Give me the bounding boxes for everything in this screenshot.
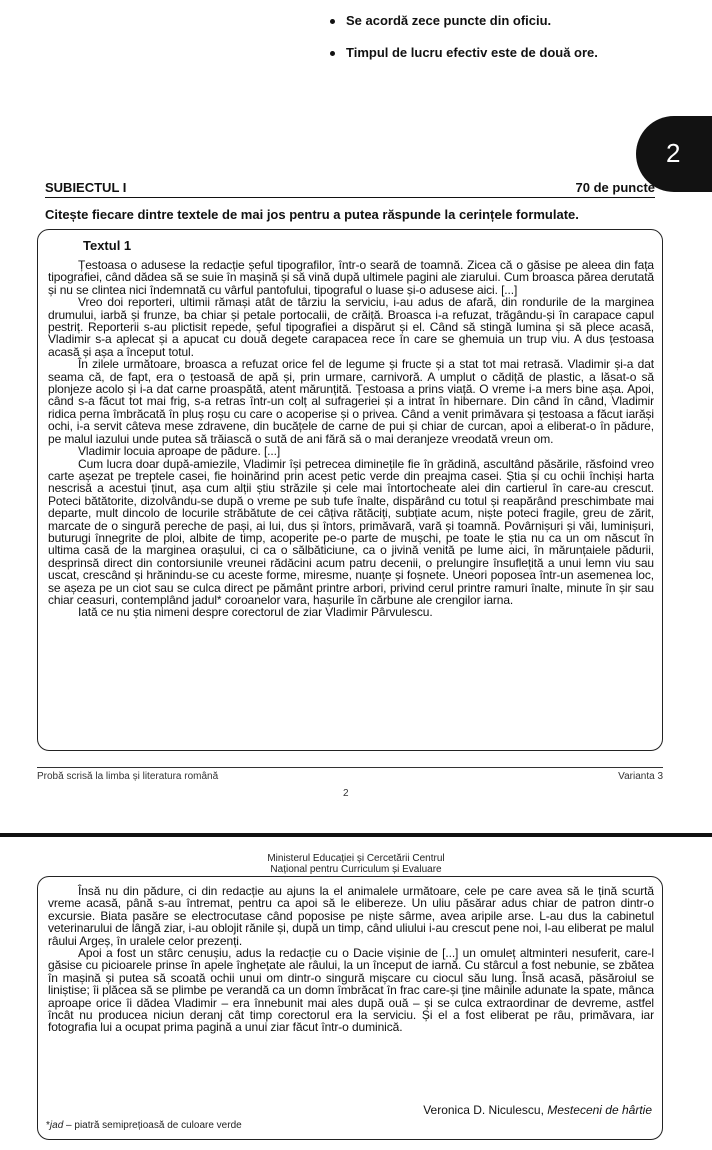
bullet-icon	[330, 19, 335, 24]
list-item	[330, 12, 700, 44]
subject-points: 70 de puncte	[575, 180, 655, 195]
paragraph: În zilele următoare, broasca a refuzat orice fel de legume și fructe și a stat tot mai retrasă. Vladimir și-a dat seama că, de fapt, era o țestoasă de apă și, prin urmare, carnivoră. A umplut o cădiță de plastic, a lăsat-o să plonjeze acolo și i-a dat carne proaspătă, atent mărunțită. Țestoasa a prins viață. O vreme i-a mers bine așa. Apoi, când s-a făcut tot mai frig, s-a retras într-un colț al sufrageriei și a intrat în hibernare. Din când în când, Vladimir ridica perna îmbrăcată în pluș roșu cu care o acoperise și o privea. Când a venit primăvara și țestoasa a făcut iarăși ochi, i-a servit câteva mese zdravene, din bucățele de carne de pui și chiar de curcan, apoi a eliberat-o în pădure, pe malul iazului unde putea să trăiască o sută de ani fără să o mai deranjeze vreodată vreun om.	[48, 357, 654, 446]
subject-label: SUBIECTUL I	[45, 180, 127, 195]
paragraph: Țestoasa o adusese la redacție șeful tipografilor, într-o seară de toamnă. Zicea că o găsise pe aleea din fața tipografiei, când dădea să se suie în mașină și să vină după ultimele pagini ale ziarului. Cum broasca părea derutată și nu se clintea nici îndemnată cu vârful pantofului, tipograful o luase și-o adusese aici. [...]	[48, 258, 654, 297]
footer-exam-name: Probă scrisă la limba și literatura română	[37, 771, 219, 782]
ministry-line-2: Național pentru Curriculum și Evaluare	[270, 864, 442, 875]
paragraph: Apoi a fost un stârc cenușiu, adus la redacție cu o Dacie vișinie de [...] un omuleț altminteri nesuferit, care-l găsise cu picioarele prinse în apele înghețate ale râului, la un început de iarnă. Cu stârcul a fost nebunie, se zbătea în mașină și putea să scoată ochii unui om dintr-o singură mișcare cu ciocul său lung. Însă acasă, păsăroiul se liniștise; îi plăcea să se plimbe pe verandă ca un domn îmbrăcat în frac care-și ține mâinile adunate la spate, mânca aproape orice îi dădea Vladimir – era înnebunit mai ales după ouă – și se culca extraordinar de devreme, astfel încât nu producea niciun deranj cât timp corectorul era la serviciu. Și el a fost eliberat pe râu, primăvara, iar fotografia lui a ocupat prima pagină a unui ziar făcut într-o duminică.	[48, 946, 654, 1035]
page-footer	[37, 767, 663, 782]
footer-variant: Varianta 3	[618, 771, 663, 782]
source-attribution	[423, 1103, 652, 1117]
text-1-title: Textul 1	[83, 238, 132, 253]
footnote	[46, 1120, 242, 1131]
footnote-definition: – piatră semiprețioasă de culoare verde	[63, 1120, 242, 1131]
page-divider	[0, 833, 712, 837]
subject-header	[45, 180, 655, 198]
paragraph: Vladimir locuia aproape de pădure. [...]	[78, 444, 281, 459]
footer-page-number: 2	[343, 788, 349, 799]
paragraph: Cum lucra doar după-amiezile, Vladimir își petrecea diminețile fie în grădină, ascultând păsările, răsfoind vreo carte așezat pe treptele casei, fie hoinărind prin acest petic verde din preajma casei. Știa și cu ochii închiși harta nescrisă a acestui ținut, așa cum alții știu străzile și cele mai întortocheate alei din cartierul în care-au crescut. Poteci bătătorite, dizolvându-se după o vreme pe sub tufe înalte, dispărând cu totul și reapărând preschimbate mai departe, mult dincolo de locurile străbătute de cei câțiva rătăciți, subțiate acum, niște poteci fragile, greu de zărit, marcate de o singură pereche de pași, ai lui, dus și întors, primăvară, vară și toamnă. Povârnișuri și văi, luminișuri, buturugi înnegrite de ploi, albite de timp, acoperite pe-o parte de mușchi, pe toate le știa nu ca un om născut în ultima casă de la marginea orașului, ci ca o sălbăticiune, ca o jivină venită pe lume aici, în mărunțaiele pădurii, desprinsă direct din contorsiunile vreunei rădăcini acum patru decenii, o prelungire însuflețită a unui lemn viu sau uscat, crescând și hrănindu-se cu aceste forme, miresme, nuanțe și foșnete. Uneori poposea într-un asemenea loc, se așeza pe un ciot sau se culca direct pe pământ printre arbori, privind cerul printre ramuri înalte, minute în șir sau chiar ceasuri, contemplând jadul* coroanelor vara, hașurile în cărbune ale crengilor iarna.	[48, 456, 654, 607]
page-number-tab-label: 2	[666, 138, 681, 168]
author-name: Veronica D. Niculescu,	[423, 1103, 544, 1117]
paragraph: Vreo doi reporteri, ultimii rămași atât de târziu la serviciu, i-au adus de afară, din rondurile de la marginea drumului, iarbă și frunze, ba chiar și petale portocalii, de crăiță. Broasca i-a refuzat, trăgându-și în carapace capul pestriț. Reporterii s-au plictisit repede, șeful tipografiei a dispărut și el. Când să stingă lumina și să plece acasă, Vladimir s-a aplecat și a apucat cu două degete carapacea rece în care se ghemuia un trup viu. A dus țestoasa acasă și așa a început totul.	[48, 295, 654, 359]
paragraph: Iată ce nu știa nimeni despre corectorul de ziar Vladimir Pârvulescu.	[78, 605, 433, 620]
footnote-mark: *	[46, 1120, 50, 1131]
list-item-text: Se acordă zece puncte din oficiu.	[346, 13, 552, 28]
text-1-continued-frame	[37, 876, 663, 1140]
text-1-body	[48, 259, 654, 619]
ministry-line-1: Ministerul Educației și Cercetării Centrul	[267, 853, 445, 864]
text-1-frame	[37, 229, 663, 751]
list-item-text: Timpul de lucru efectiv este de două ore.	[346, 45, 598, 60]
paragraph: Însă nu din pădure, ci din redacție au ajuns la el animalele următoare, cele pe care avea să le țină scurtă vreme acasă, până s-au întremat, pentru ca apoi să le elibereze. Un uliu păsărar adus chiar de patron dintr-o excursie. Biata pasăre se electrocutase când poposise pe niște sârme, avea aripile arse. L-au dus la cabinetul veterinarului de lângă ziar, i-au oblojit rănile și, după un timp, când uliului i-au crescut pene noi, l-au eliberat pe malul râului Argeș, în uralele celor prezenți.	[48, 884, 654, 948]
bullet-icon	[330, 51, 335, 56]
instruction-text: Citește fiecare dintre textele de mai jos pentru a putea răspunde la cerințele formulate.	[45, 207, 579, 222]
text-1-continued-body	[48, 885, 654, 1034]
exam-instructions-list	[330, 12, 700, 76]
book-title: Mesteceni de hârtie	[547, 1103, 652, 1117]
footnote-term: jad	[49, 1120, 64, 1131]
ministry-header	[0, 853, 712, 875]
list-item	[330, 44, 700, 76]
